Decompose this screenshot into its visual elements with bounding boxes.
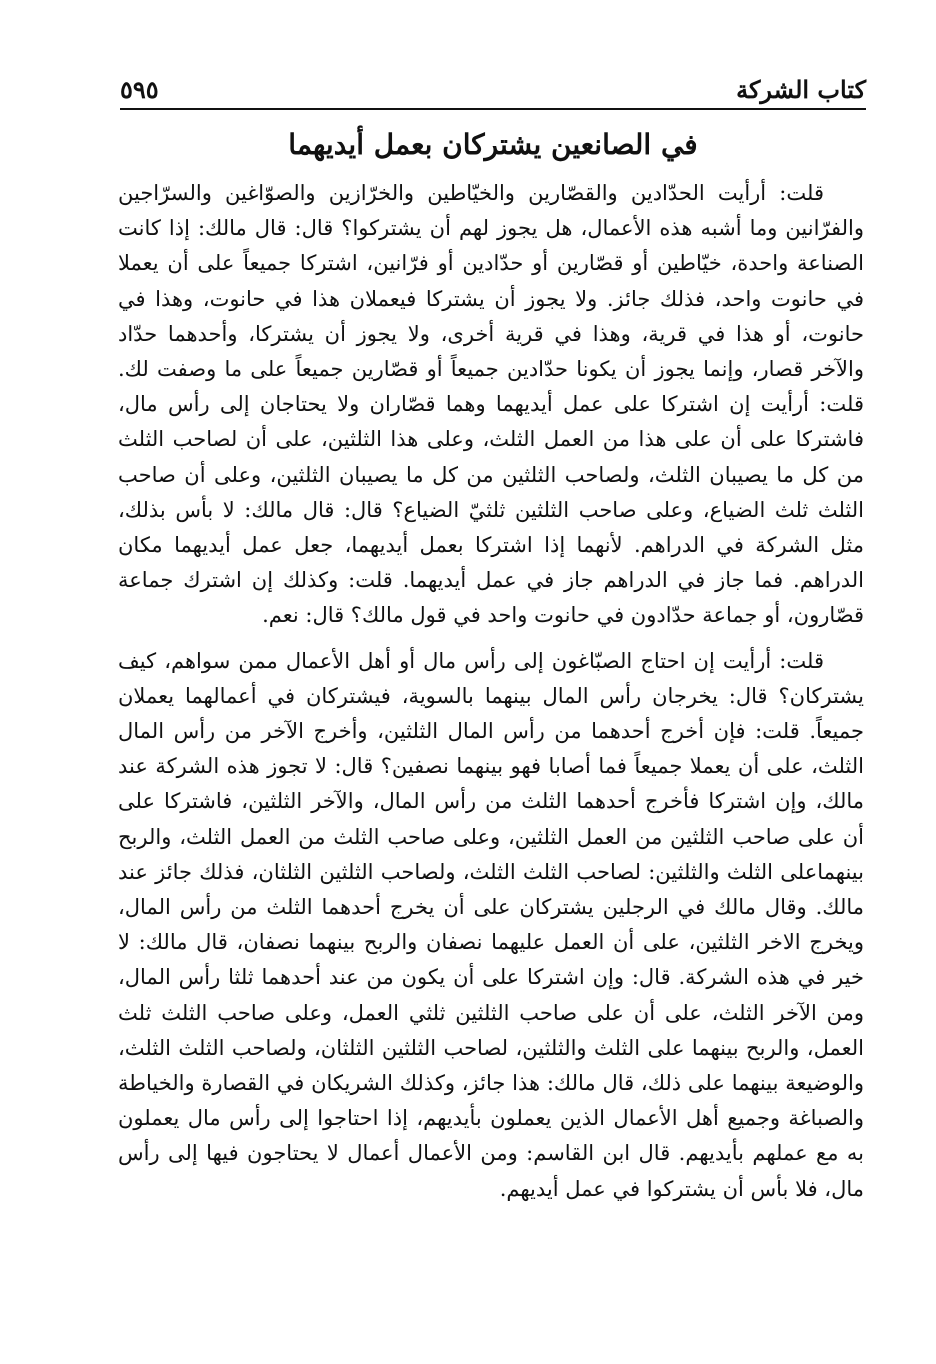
section-title: في الصانعين يشتركان بعمل أيديهما: [288, 128, 698, 161]
paragraph-2: قلت: أرأيت إن احتاج الصبّاغون إلى رأس مال أو أهل الأعمال ممن سواهم، كيف يشتركان؟ قال: يخرجان رأس المال بينهما بالسوية، فيشتركان في أعمالهما يعملان جميعاً. قلت: فإن أخرج أحدهما من رأس المال الثلثين، وأخرج الآخر من رأس المال الثلث، على أن يعملا جميعاً فما أصابا فهو بينهما نصفين؟ قال: لا تجوز هذه الشركة عند مالك، وإن اشتركا فأخرج أحدهما الثلث من رأس المال، والآخر الثلثين، فاشتركا على أن على صاحب الثلثين من العمل الثلثين، وعلى صاحب الثلث من العمل الثلث، والربح بينهماعلى الثلث والثلثين: لصاحب الثلث الثلث، ولصاحب الثلثين الثلثان، فذلك جائز عند مالك. وقال مالك في الرجلين يشتركان على أن يخرج أحدهما الثلث من رأس المال، ويخرج الاخر الثلثين، على أن العمل عليهما نصفان والربح بينهما نصفان، قال مالك: لا خير في هذه الشركة. قال: وإن اشتركا على أن يكون من عند أحدهما ثلثا رأس المال، ومن الآخر الثلث، على أن على صاحب الثلثين ثلثي العمل، وعلى صاحب الثلث ثلث العمل، والربح بينهما على الثلث والثلثين، لصاحب الثلثين الثلثان، ولصاحب الثلث الثلث، والوضيعة بينهما على ذلك، قال مالك: هذا جائز، وكذلك الشريكان في القصارة والخياطة والصباغة وجميع أهل الأعمال الذين يعملون بأيديهم، إذا احتاجوا إلى رأس مال يعملون به مع عملهم بأيديهم. قال ابن القاسم: ومن الأعمال أعمال لا يحتاجون فيها إلى رأس مال، فلا بأس أن يشتركوا في عمل أيديهم.: [118, 648, 864, 1201]
paragraph-1: قلت: أرأيت الحدّادين والقصّارين والخيّاطين والخرّازين والصوّاغين والسرّاجين والفرّانين وما أشبه هذه الأعمال، هل يجوز لهم أن يشتركوا؟ قال: قال مالك: إذا كانت الصناعة واحدة، خيّاطين أو قصّارين أو حدّادين أو فرّانين، اشتركا جميعاً على أن يعملا في حانوت واحد، فذلك جائز. ولا يجوز أن يشتركا فيعملان هذا في حانوت، وهذا في حانوت، أو هذا في قرية، وهذا في قرية أخرى، ولا يجوز أن يشتركا، وأحدهما حدّاد والآخر قصار، وإنما يجوز أن يكونا حدّادين جميعاً أو قصّارين جميعاً على ما وصفت لك. قلت: أرأيت إن اشتركا على عمل أيديهما وهما قصّاران ولا يحتاجان إلى رأس مال، فاشتركا على أن على هذا من العمل الثلث، وعلى هذا الثلثين، على أن لصاحب الثلث من كل ما يصيبان الثلث، ولصاحب الثلثين من كل ما يصيبان الثلثين، وعلى أن صاحب الثلث ثلث الضياع، وعلى صاحب الثلثين ثلثيّ الضياع؟ قال: قال مالك: لا بأس بذلك، مثل الشركة في الدراهم. لأنهما إذا اشتركا بعمل أيديهما، جعل عمل أيديهما مكان الدراهم. فما جاز في الدراهم جاز في عمل أيديهما. قلت: وكذلك إن اشترك جماعة قصّارون، أو جماعة حدّادون في حانوت واحد في قول مالك؟ قال: نعم.: [118, 181, 864, 628]
page-header: [120, 64, 866, 110]
running-title: كتاب الشركة: [736, 75, 866, 104]
body-text: [118, 176, 864, 1207]
page-number: ٥٩٥: [120, 75, 159, 104]
